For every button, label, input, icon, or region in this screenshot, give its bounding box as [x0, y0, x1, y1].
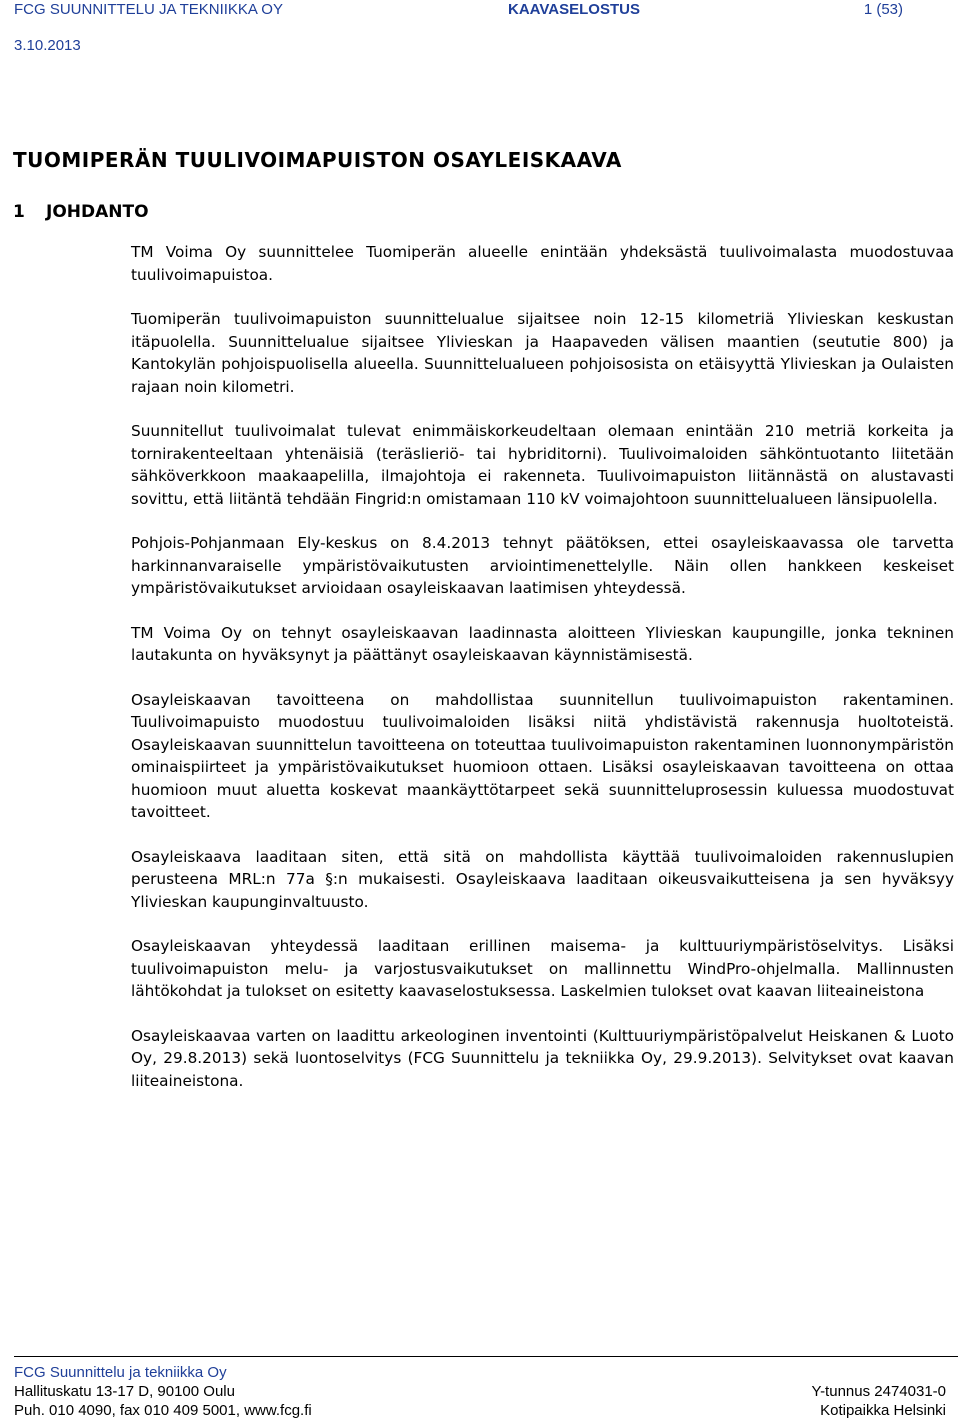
paragraph-legal-effect: Osayleiskaava laaditaan siten, että sitä on mahdollista käyttää tuulivoimaloiden rakennuslupien perusteena MRL:n 77a §:n mukaisesti. Osayleiskaava laaditaan oikeusvaikutteisena ja sen hyväksyy Ylivieskan kaupunginvaltuusto. [131, 847, 954, 911]
paragraph-initiative: TM Voima Oy on tehnyt osayleiskaavan laadinnasta aloitteen Ylivieskan kaupungille, jonka tekninen lautakunta on hyväksynyt ja päättänyt osayleiskaavan käynnistämisestä. [131, 623, 954, 664]
section-heading [13, 202, 149, 222]
paragraph-studies: Osayleiskaavan yhteydessä laaditaan erillinen maisema- ja kulttuuriympäristöselvitys. Lisäksi tuulivoimapuiston melu- ja varjostusvaikutukset on mallinnettu WindPro-ohjelmalla. Mallinnusten lähtökohdat ja tulokset on esitetty kaavaselostuksessa. Laskelmien tulokset ovat kaavan liiteaineistona [131, 937, 954, 1000]
footer-address: Hallituskatu 13-17 D, 90100 Oulu [14, 1383, 235, 1400]
header-document-type: KAAVASELOSTUS [508, 1, 640, 18]
paragraph-intro: TM Voima Oy suunnittelee Tuomiperän alueelle enintään yhdeksästä tuulivoimalasta muodostuvaa tuulivoimapuistoa. [131, 243, 954, 284]
section-number: 1 [13, 202, 25, 222]
footer-company-name: FCG Suunnittelu ja tekniikka Oy [14, 1364, 227, 1381]
page-header [14, 0, 946, 60]
paragraph-ely-decision: Pohjois-Pohjanmaan Ely-keskus on 8.4.2013 tehnyt päätöksen, ettei osayleiskaavassa ole tarvetta harkinnanvaraiselle ympäristövaikutusten arviointimenettelylle. Näin ollen hankkeen keskeiset ympäristövaikutukset arvioidaan osayleiskaavan laatimisen yhteydessä. [131, 534, 954, 597]
footer-divider [14, 1356, 958, 1357]
footer-business-id: Y-tunnus 2474031-0 [811, 1383, 946, 1400]
footer-domicile: Kotipaikka Helsinki [820, 1402, 946, 1419]
paragraph-location: Tuomiperän tuulivoimapuiston suunnittelualue sijaitsee noin 12-15 kilometriä Ylivieskan keskustan itäpuolella. Suunnittelualue sijaitsee Ylivieskan ja Haapaveden välisen maantien (seututie 800) ja Kantokylän pohjoispuolisella alueella. Suunnittelualueen pohjoisosista on etäisyyttä Ylivieskan ja Oulaisten rajaan noin kilometri. [131, 310, 954, 396]
paragraph-surveys: Osayleiskaavaa varten on laadittu arkeologinen inventointi (Kulttuuriympäristöpalvelut Heiskanen & Luoto Oy, 29.8.2013) sekä luontoselvitys (FCG Suunnittelu ja tekniikka Oy, 29.9.2013). Selvitykset ovat kaavan liiteaineistona. [131, 1026, 954, 1090]
paragraph-turbines: Suunnitellut tuulivoimalat tulevat enimmäiskorkeudeltaan olemaan enintään 210 metriä korkeita ja tornirakenteeltaan yhtenäisiä (teräslieriö- tai hybriditorni). Tuulivoimaloiden sähköntuotanto liitetään sähköverkkoon maakaapelilla, ilmajohtoja ei rakenneta. Tuulivoimapuiston liitännästä on alustavasti sovittu, että liitäntä tehdään Fingrid:n omistamaan 110 kV voimajohtoon suunnittelualueen länsipuolella. [131, 422, 954, 508]
body-text [131, 241, 954, 1092]
header-date: 3.10.2013 [14, 37, 81, 54]
paragraph-objectives: Osayleiskaavan tavoitteena on mahdollistaa suunnitellun tuulivoimapuiston rakentaminen. Tuulivoimapuisto muodostuu tuulivoimaloiden lisäksi niitä yhdistävistä rakennusja huoltoteistä. Osayleiskaavan suunnittelun tavoitteena on toteuttaa tuulivoimapuiston rakentaminen luonnonympäristön ominaispiirteet ja ympäristövaikutukset huomioon ottaen. Lisäksi osayleiskaavan tavoitteena on ottaa huomioon muut aluetta koskevat maankäyttötarpeet sekä suunnitteluprosessin kuluessa muodostuvat tavoitteet. [131, 690, 954, 821]
section-title: JOHDANTO [46, 202, 149, 222]
header-page-number: 1 (53) [863, 1, 903, 18]
document-title: TUOMIPERÄN TUULIVOIMAPUISTON OSAYLEISKAAVA [13, 148, 622, 172]
footer-contact: Puh. 010 4090, fax 010 409 5001, www.fcg.fi [14, 1402, 312, 1419]
header-company-name: FCG SUUNNITTELU JA TEKNIIKKA OY [14, 1, 283, 18]
